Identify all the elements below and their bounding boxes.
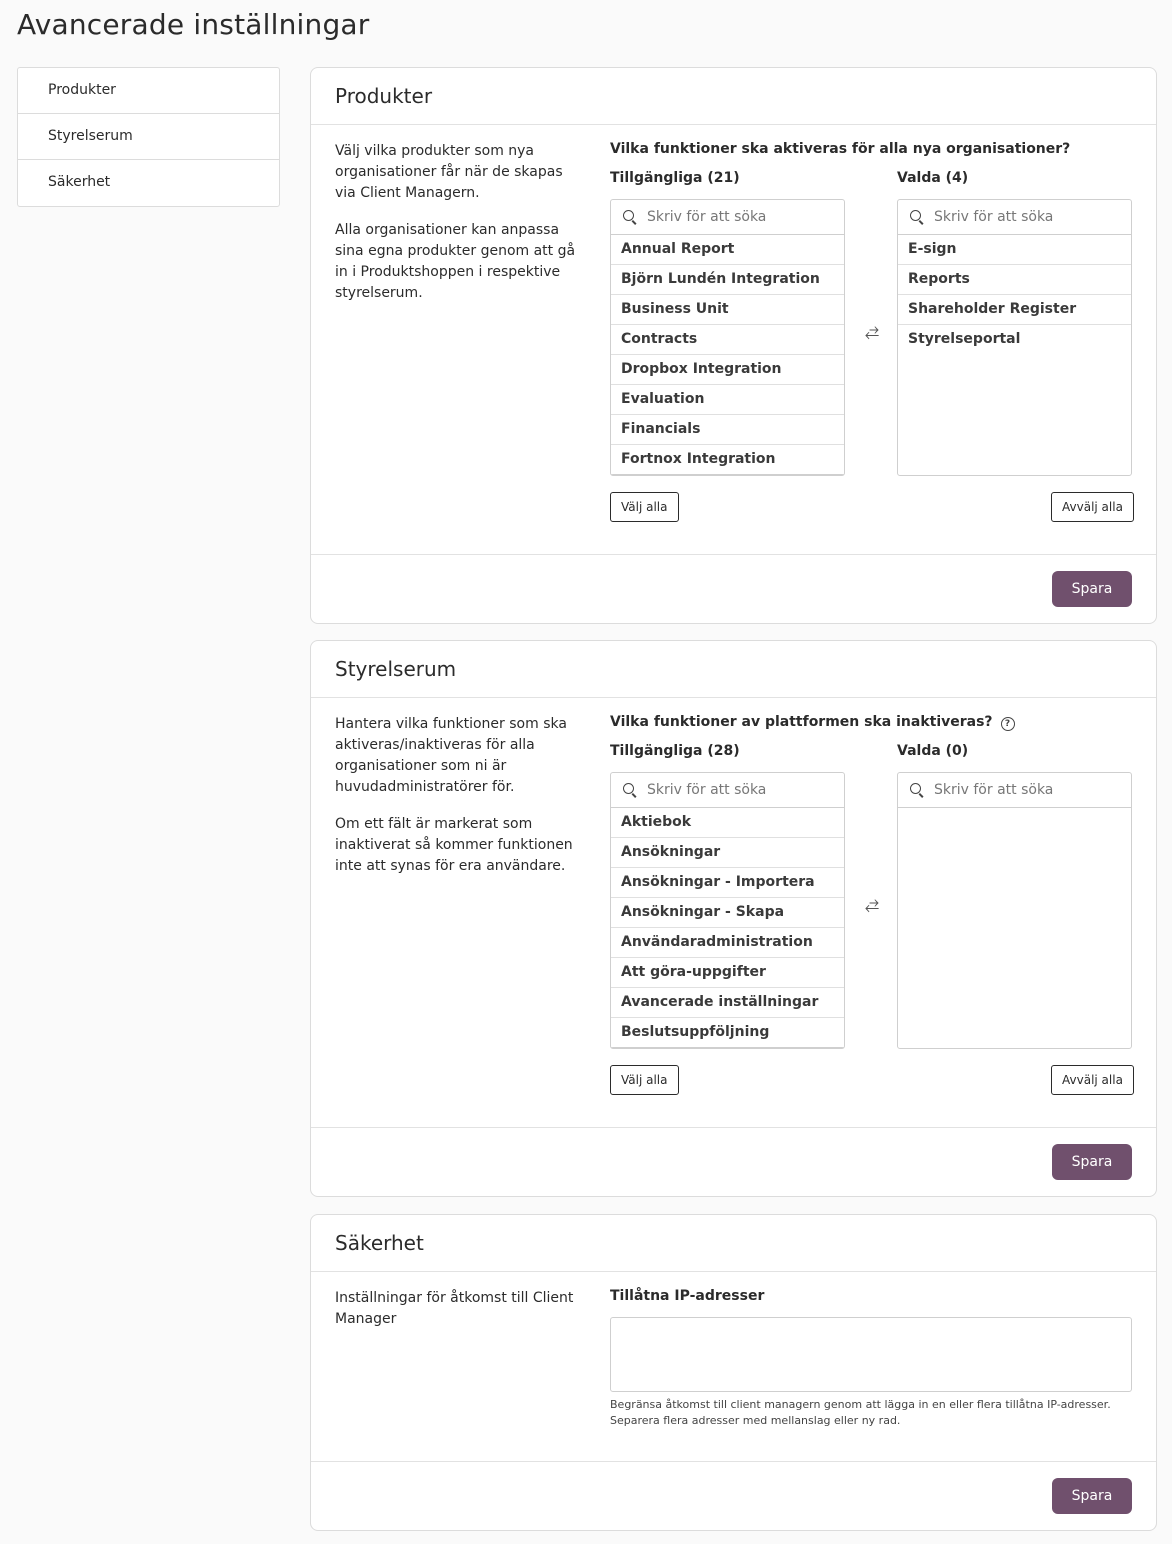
boardroom-deselect-all-button[interactable]: Avvälj alla	[1051, 1065, 1134, 1095]
ip-addresses-field[interactable]	[610, 1317, 1132, 1392]
list-item[interactable]: Användaradministration	[611, 928, 844, 958]
products-available-search	[611, 200, 844, 235]
settings-sidebar	[17, 67, 280, 207]
products-available-list	[610, 199, 845, 476]
products-save-button[interactable]: Spara	[1052, 571, 1132, 607]
boardroom-question: Vilka funktioner av plattformen ska inaktiveras?	[610, 714, 993, 730]
boardroom-footer	[311, 1127, 1156, 1196]
products-available-label: Tillgängliga (21)	[610, 170, 740, 186]
boardroom-desc-1: Hantera vilka funktioner som ska aktiveras/inaktiveras för alla organisationer som ni är huvudadministratörer för.	[335, 716, 567, 795]
sidebar-item-styrelserum[interactable]: Styrelserum	[18, 114, 279, 160]
list-item[interactable]: Reports	[898, 265, 1131, 295]
list-item[interactable]: Ansökningar - Skapa	[611, 898, 844, 928]
products-card	[310, 67, 1157, 624]
boardroom-available-label: Tillgängliga (28)	[610, 743, 740, 759]
products-selected-search	[898, 200, 1131, 235]
list-item[interactable]: Björn Lundén Integration	[611, 265, 844, 295]
boardroom-available-search-input[interactable]	[647, 773, 837, 807]
products-selected-search-input[interactable]	[934, 200, 1124, 234]
products-question: Vilka funktioner ska aktiveras för alla nya organisationer?	[610, 141, 1071, 157]
boardroom-select-all-button[interactable]: Välj alla	[610, 1065, 679, 1095]
list-item[interactable]: Contracts	[611, 325, 844, 355]
security-footer	[311, 1461, 1156, 1530]
boardroom-available-search	[611, 773, 844, 808]
list-item[interactable]: Shareholder Register	[898, 295, 1131, 325]
security-save-button[interactable]: Spara	[1052, 1478, 1132, 1514]
boardroom-question-row	[610, 714, 1015, 731]
products-desc-1: Välj vilka produkter som nya organisationer får när de skapas via Client Managern.	[335, 143, 563, 201]
products-description	[335, 141, 580, 320]
products-footer	[311, 554, 1156, 623]
products-desc-2: Alla organisationer kan anpassa sina egna produkter genom att gå in i Produktshoppen i respektive styrelserum.	[335, 222, 576, 301]
list-item[interactable]: Evaluation	[611, 385, 844, 415]
search-icon	[623, 210, 634, 221]
boardroom-selected-search-input[interactable]	[934, 773, 1124, 807]
boardroom-save-button[interactable]: Spara	[1052, 1144, 1132, 1180]
boardroom-selected-list	[897, 772, 1132, 1049]
list-item[interactable]: Dropbox Integration	[611, 355, 844, 385]
boardroom-card	[310, 640, 1157, 1197]
list-item[interactable]: Business Unit	[611, 295, 844, 325]
list-item[interactable]: Avancerade inställningar	[611, 988, 844, 1018]
products-title: Produkter	[311, 68, 1156, 125]
list-item[interactable]: Fortnox Integration	[611, 445, 844, 475]
ip-field-label: Tillåtna IP-adresser	[610, 1288, 765, 1304]
boardroom-available-list	[610, 772, 845, 1049]
search-icon	[910, 783, 921, 794]
transfer-arrows-icon: ⥄	[864, 320, 880, 341]
products-selected-list	[897, 199, 1132, 476]
sidebar-item-sakerhet[interactable]: Säkerhet	[48, 174, 111, 190]
list-item[interactable]: Annual Report	[611, 235, 844, 265]
boardroom-description	[335, 714, 580, 893]
list-item[interactable]: Beslutsuppföljning	[611, 1018, 844, 1048]
boardroom-selected-label: Valda (0)	[897, 743, 969, 759]
list-item[interactable]: Styrelseportal	[908, 331, 1021, 347]
list-item[interactable]: Att göra-uppgifter	[611, 958, 844, 988]
sidebar-item-produkter[interactable]: Produkter	[18, 68, 279, 114]
boardroom-selected-search	[898, 773, 1131, 808]
security-description: Inställningar för åtkomst till Client Manager	[335, 1290, 574, 1327]
list-item[interactable]: Aktiebok	[611, 808, 844, 838]
list-item[interactable]: Financials	[611, 415, 844, 445]
security-title: Säkerhet	[311, 1215, 1156, 1272]
products-select-all-button[interactable]: Välj alla	[610, 492, 679, 522]
search-icon	[623, 783, 634, 794]
list-item[interactable]: Ansökningar - Importera	[611, 868, 844, 898]
security-card	[310, 1214, 1157, 1531]
search-icon	[910, 210, 921, 221]
list-item[interactable]: Ansökningar	[611, 838, 844, 868]
ip-field-hint: Begränsa åtkomst till client managern genom att lägga in en eller flera tillåtna IP-adresser. Separera flera adresser med mellanslag eller ny rad.	[610, 1398, 1111, 1427]
boardroom-desc-2: Om ett fält är markerat som inaktiverat så kommer funktionen inte att synas för era användare.	[335, 816, 573, 874]
page-title: Avancerade inställningar	[17, 8, 370, 41]
products-available-search-input[interactable]	[647, 200, 837, 234]
products-deselect-all-button[interactable]: Avvälj alla	[1051, 492, 1134, 522]
transfer-arrows-icon: ⥄	[864, 893, 880, 914]
list-item[interactable]: E-sign	[898, 235, 1131, 265]
boardroom-title: Styrelserum	[311, 641, 1156, 698]
help-circle-icon[interactable]: ?	[1001, 717, 1015, 731]
products-selected-label: Valda (4)	[897, 170, 969, 186]
